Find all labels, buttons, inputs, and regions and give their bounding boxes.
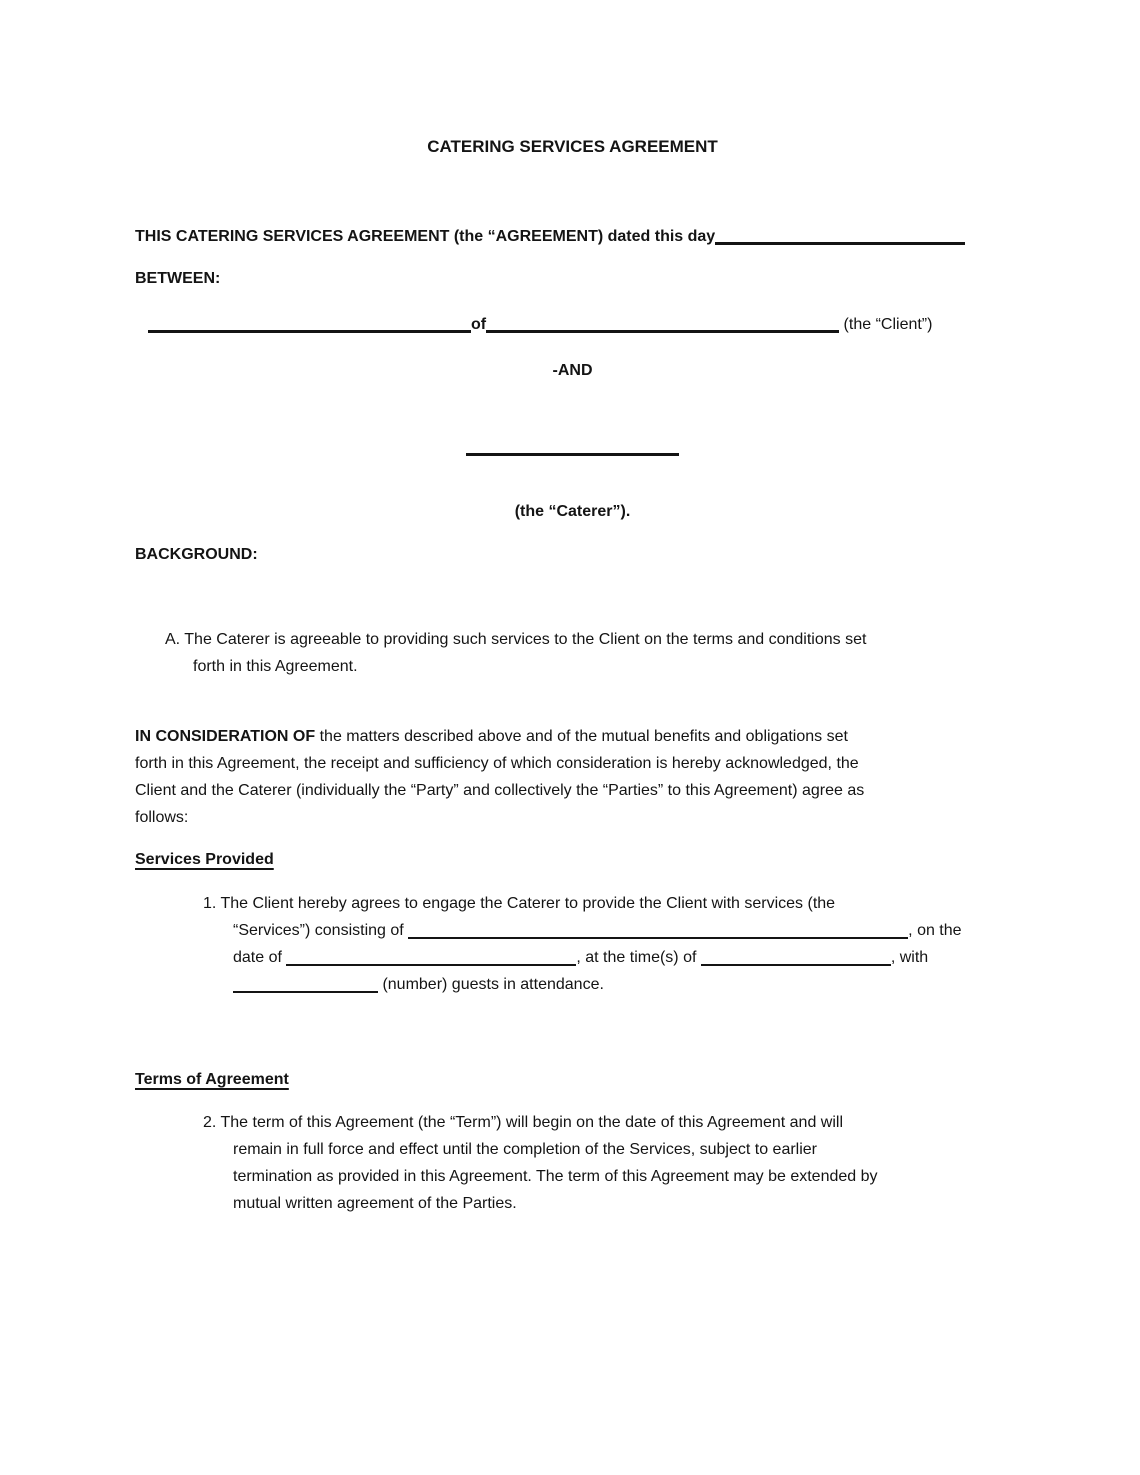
consideration-line-2 [135,750,1010,777]
clause-1-line-4 [135,971,1010,998]
text-run: of [471,316,487,333]
clause-1-line-1 [135,890,1010,917]
consideration-line-1 [135,723,1010,750]
clause-2-line-4 [135,1190,1010,1217]
text-run: (the “Client”) [839,316,933,333]
document-body [135,133,1010,1217]
text-run: remain in full force and effect until the completion of the Services, subject to earlier [233,1141,818,1158]
text-run: “Services”) consisting of [233,922,409,939]
text-run: forth in this Agreement. [193,658,358,675]
text-run: 2. The term of this Agreement (the “Term”) will begin on the date of this Agreement and will [203,1114,844,1131]
text-run: mutual written agreement of the Parties. [233,1195,517,1212]
services-provided-heading [135,846,1010,873]
text-run: (the “Caterer”). [514,503,631,520]
text-run: CATERING SERVICES AGREEMENT [427,137,718,156]
clause-2-line-2 [135,1136,1010,1163]
text-run: THIS CATERING SERVICES AGREEMENT (the “AGREEMENT) dated this day [135,228,716,245]
between-label [135,265,1010,292]
text-run: (number) guests in attendance. [378,976,604,993]
fill-in-blank [701,950,891,966]
text-run: BACKGROUND: [135,546,258,563]
clause-1-line-2 [135,917,1010,944]
text-run: termination as provided in this Agreement. The term of this Agreement may be extended by [233,1168,878,1185]
caterer-blank-line [135,434,1010,461]
consideration-line-3 [135,777,1010,804]
consideration-line-4 [135,804,1010,831]
fill-in-blank [286,950,576,966]
fill-in-blank [715,229,965,245]
text-run: follows: [135,809,189,826]
text-run: forth in this Agreement, the receipt and sufficiency of which consideration is hereby acknowledged, the [135,755,859,772]
fill-in-blank [148,317,471,333]
text-run: Client and the Caterer (individually the “Party” and collectively the “Parties” to this Agreement) agree as [135,782,865,799]
text-run: A. The Caterer is agreeable to providing such services to the Client on the terms and conditions set [165,631,867,648]
text-run: date of [233,949,287,966]
opening-line [135,223,1010,250]
and-separator [135,357,1010,384]
recital-a-line-2 [135,653,1010,680]
fill-in-blank [466,440,679,456]
text-run: -AND [552,362,593,379]
text-run: , on the [908,922,962,939]
clause-2-line-1 [135,1109,1010,1136]
fill-in-blank [486,317,839,333]
text-run: , with [890,949,929,966]
clause-2-line-3 [135,1163,1010,1190]
background-label [135,541,1010,568]
text-run: Terms of Agreement [135,1071,289,1088]
clause-1-line-3 [135,944,1010,971]
terms-of-agreement-heading [135,1066,1010,1093]
caterer-label [135,498,1010,525]
text-run: IN CONSIDERATION OF [135,728,316,745]
text-run: Services Provided [135,851,274,868]
text-run: , at the time(s) of [576,949,701,966]
title [135,133,1010,160]
text-run: 1. The Client hereby agrees to engage the Caterer to provide the Client with services (the [203,895,836,912]
client-line [135,311,1010,338]
fill-in-blank [408,923,908,939]
fill-in-blank [233,977,378,993]
recital-a-line-1 [135,626,1010,653]
text-run: BETWEEN: [135,270,221,287]
text-run: the matters described above and of the mutual benefits and obligations set [315,728,848,745]
